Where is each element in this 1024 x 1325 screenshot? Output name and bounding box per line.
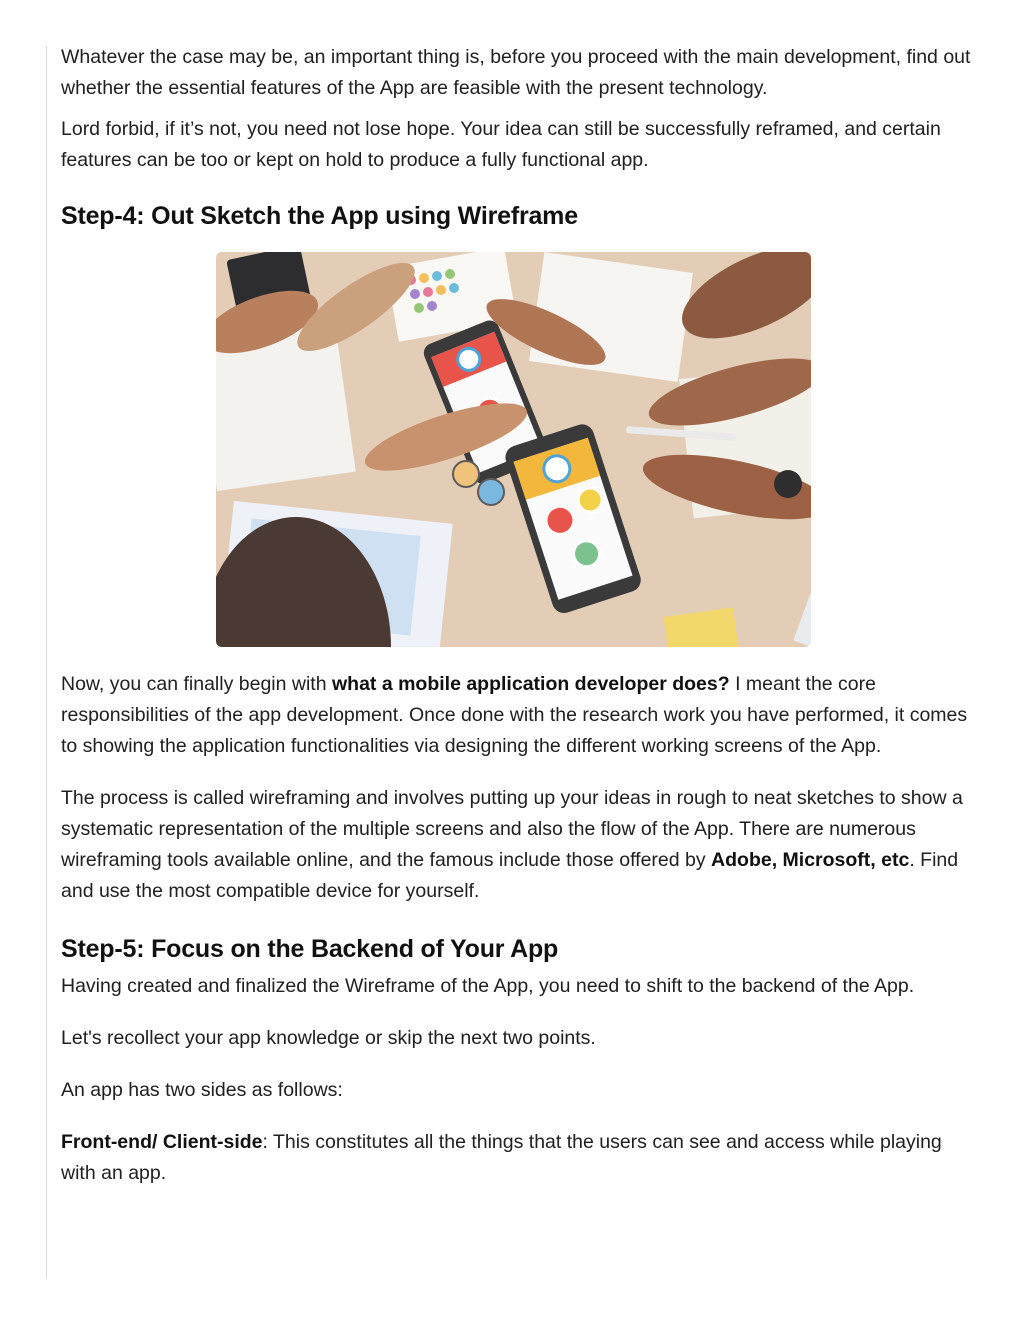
text-span: . Find and use the most compatible device for yourself. (61, 849, 959, 902)
bold-phrase-frontend: Front-end/ Client-side (61, 1131, 263, 1153)
text-span: : This constitutes all the things that the users can see and access while playing with an app. (61, 1131, 942, 1184)
step-4-paragraph-1 (61, 669, 971, 762)
intro-paragraph-2: Lord forbid, if it’s not, you need not lose hope. Your idea can still be successfully reframed, and certain features can be too or kept on hold to produce a fully functional app. (61, 118, 941, 171)
step-4-heading: Step-4: Out Sketch the App using Wireframe (61, 202, 578, 230)
text-span: Now, you can finally begin with (61, 673, 332, 695)
wireframe-team-photo (216, 252, 811, 647)
text-span: I meant the core responsibilities of the app development. Once done with the research work you have performed, it comes to showing the application functionalities via designing the different working screens of the App. (61, 673, 968, 757)
article-body (61, 42, 971, 1189)
text-span: The process is called wireframing and involves putting up your ideas in rough to neat sketches to show a systematic representation of the multiple screens and also the flow of the App. There are numerous wireframing tools available online, and the famous include those offered by (61, 787, 963, 871)
step-4-paragraph-2 (61, 783, 971, 907)
intro-paragraph-1: Whatever the case may be, an important thing is, before you proceed with the main development, find out whether the essential features of the App are feasible with the present technology. (61, 46, 971, 99)
bold-phrase-tools: Adobe, Microsoft, etc (711, 849, 910, 871)
left-margin-rule (46, 46, 47, 1278)
step-5-paragraph-3: An app has two sides as follows: (61, 1079, 343, 1101)
step-5-paragraph-4 (61, 1127, 971, 1189)
bold-phrase-developer: what a mobile application developer does? (331, 673, 730, 695)
step-5-paragraph-1: Having created and finalized the Wireframe of the App, you need to shift to the backend of the App. (61, 975, 915, 997)
step-5-paragraph-2: Let's recollect your app knowledge or skip the next two points. (61, 1027, 596, 1049)
step-5-heading: Step-5: Focus on the Backend of Your App (61, 935, 559, 963)
